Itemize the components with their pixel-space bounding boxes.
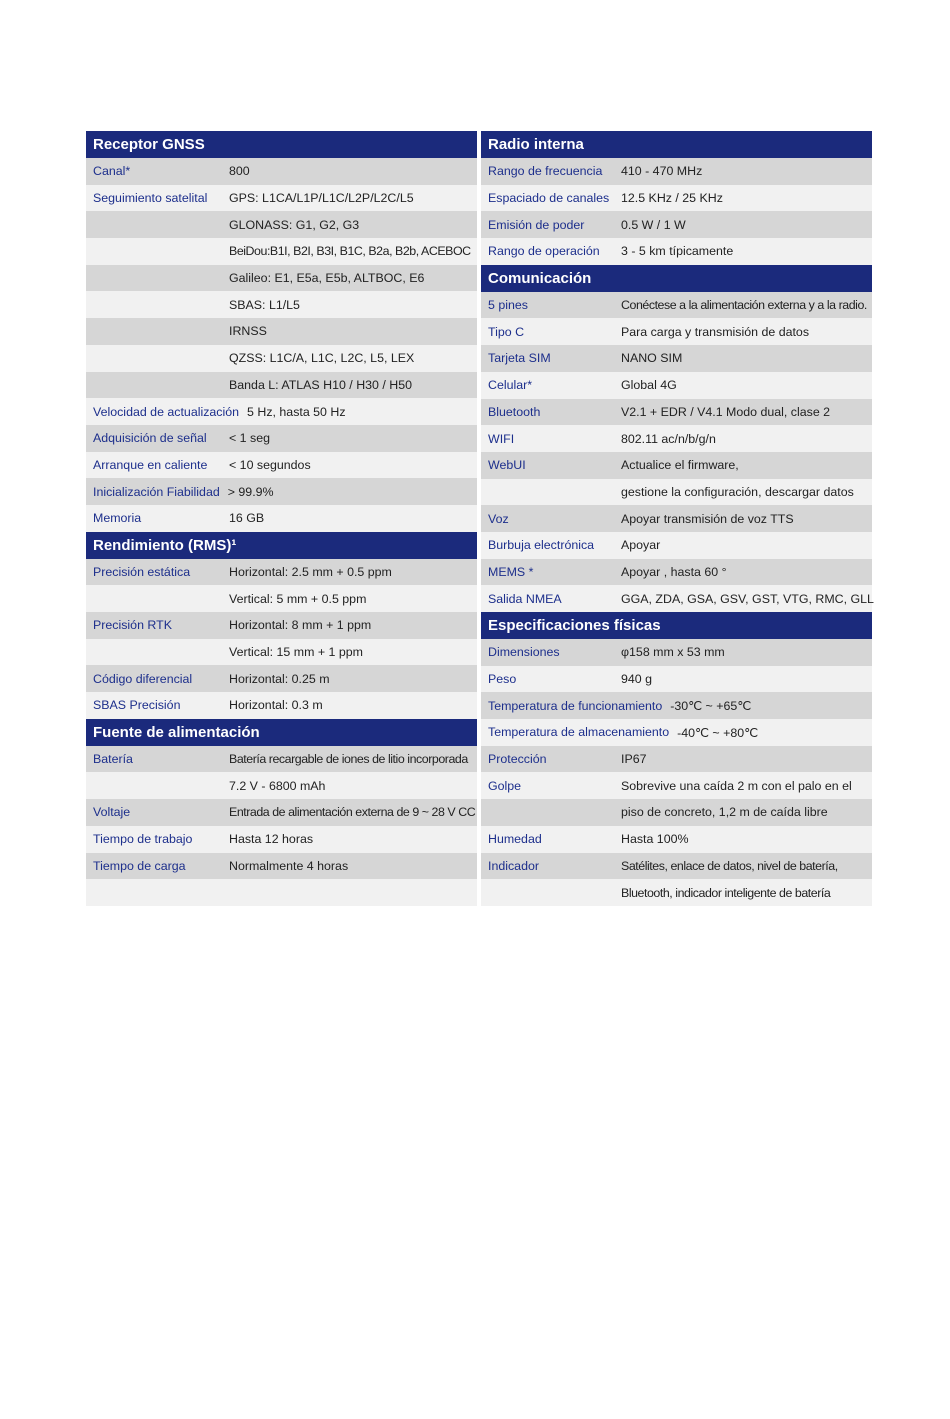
spec-row <box>481 719 872 746</box>
spec-value: Galileo: E1, E5a, E5b, ALTBOC, E6 <box>229 271 425 286</box>
spec-value: piso de concreto, 1,2 m de caída libre <box>621 805 828 820</box>
spec-row <box>481 479 872 506</box>
spec-label: Seguimiento satelital <box>93 191 208 206</box>
spec-value: BeiDou:B1I, B2I, B3I, B1C, B2a, B2b, ACEBOC <box>229 244 471 259</box>
right-spec-column <box>481 131 872 906</box>
section-comunicacion <box>481 265 872 612</box>
spec-label: Adquisición de señal <box>93 431 207 446</box>
spec-value: φ158 mm x 53 mm <box>621 645 725 660</box>
spec-label: MEMS * <box>488 564 534 579</box>
spec-value: 5 Hz, hasta 50 Hz <box>247 404 346 419</box>
spec-value: Horizontal: 8 mm + 1 ppm <box>229 618 372 633</box>
spec-label: Temperatura de almacenamiento <box>488 725 670 740</box>
spec-row <box>86 158 477 185</box>
spec-row <box>86 238 477 265</box>
spec-value: NANO SIM <box>621 351 683 366</box>
spec-row <box>481 826 872 853</box>
spec-label: Protección <box>488 752 547 767</box>
spec-value: 0.5 W / 1 W <box>621 217 686 232</box>
spec-row <box>86 853 477 880</box>
spec-row <box>86 772 477 799</box>
spec-row <box>86 505 477 532</box>
section-title: Fuente de alimentación <box>86 719 477 746</box>
spec-value: Horizontal: 0.25 m <box>229 671 330 686</box>
spec-value: gestione la configuración, descargar datos <box>621 484 854 499</box>
spec-row <box>86 639 477 666</box>
spec-value: -40℃ ~ +80℃ <box>677 725 759 740</box>
spec-label: Espaciado de canales <box>488 191 610 206</box>
spec-row <box>481 585 872 612</box>
spec-label: Emisión de poder <box>488 217 585 232</box>
spec-row <box>481 185 872 212</box>
spec-row <box>481 345 872 372</box>
spec-label: Tarjeta SIM <box>488 351 551 366</box>
spec-value: 800 <box>229 164 250 179</box>
spec-value: SBAS: L1/L5 <box>229 297 300 312</box>
spec-row <box>86 879 477 906</box>
section-title: Radio interna <box>481 131 872 158</box>
spec-row <box>86 612 477 639</box>
spec-value: -30℃ ~ +65℃ <box>670 699 752 714</box>
spec-value: Apoyar <box>621 538 661 553</box>
section-title: Especificaciones físicas <box>481 612 872 639</box>
spec-row <box>86 398 477 425</box>
spec-value: Para carga y transmisión de datos <box>621 324 810 339</box>
spec-label: Memoria <box>93 511 142 526</box>
spec-label: Tipo C <box>488 324 525 339</box>
spec-label: Código diferencial <box>93 671 193 686</box>
spec-row <box>481 505 872 532</box>
spec-row <box>86 265 477 292</box>
spec-row <box>86 478 477 505</box>
spec-row <box>481 853 872 880</box>
spec-label: Tiempo de carga <box>93 858 186 873</box>
spec-row <box>481 532 872 559</box>
spec-row <box>481 639 872 666</box>
spec-row <box>481 692 872 719</box>
spec-label: Rango de operación <box>488 244 600 259</box>
spec-label: Bluetooth <box>488 404 541 419</box>
spec-label: WebUI <box>488 458 526 473</box>
spec-value: Entrada de alimentación externa de 9 ~ 28 V CC <box>229 805 476 820</box>
spec-row <box>86 291 477 318</box>
spec-label: Humedad <box>488 832 542 847</box>
spec-label: Burbuja electrónica <box>488 538 595 553</box>
spec-row <box>481 292 872 319</box>
section-title: Comunicación <box>481 265 872 292</box>
spec-label: Velocidad de actualización <box>93 404 240 419</box>
section-receptor-gnss <box>86 131 477 532</box>
spec-row <box>86 345 477 372</box>
spec-row <box>86 665 477 692</box>
spec-row <box>481 211 872 238</box>
spec-value: Hasta 12 horas <box>229 832 314 847</box>
spec-label: 5 pines <box>488 298 528 313</box>
spec-row <box>86 799 477 826</box>
spec-label: Voltaje <box>93 805 131 820</box>
spec-value: Vertical: 5 mm + 0.5 ppm <box>229 591 367 606</box>
spec-row <box>481 799 872 826</box>
spec-row <box>481 425 872 452</box>
spec-value: Bluetooth, indicador inteligente de batería <box>621 885 831 900</box>
spec-row <box>481 318 872 345</box>
spec-label: Indicador <box>488 858 539 873</box>
spec-value: < 10 segundos <box>229 457 311 472</box>
spec-label: Golpe <box>488 778 522 793</box>
spec-row <box>481 158 872 185</box>
spec-row <box>86 559 477 586</box>
spec-value: Sobrevive una caída 2 m con el palo en el <box>621 778 852 793</box>
spec-value: 16 GB <box>229 511 265 526</box>
spec-value: Batería recargable de iones de litio incorporada <box>229 752 468 767</box>
spec-value: 7.2 V - 6800 mAh <box>229 778 326 793</box>
section-rendimiento-rms <box>86 532 477 719</box>
spec-value: Global 4G <box>621 378 677 393</box>
section-title: Receptor GNSS <box>86 131 477 158</box>
spec-row <box>86 211 477 238</box>
spec-value: GPS: L1CA/L1P/L1C/L2P/L2C/L5 <box>229 191 414 206</box>
spec-row <box>86 425 477 452</box>
spec-row <box>86 318 477 345</box>
spec-value: 3 - 5 km típicamente <box>621 244 734 259</box>
spec-label: Voz <box>488 511 509 526</box>
spec-label: Batería <box>93 752 133 767</box>
spec-row <box>481 559 872 586</box>
spec-value: IP67 <box>621 752 647 767</box>
spec-row <box>86 372 477 399</box>
section-radio-interna <box>481 131 872 265</box>
spec-value: GGA, ZDA, GSA, GSV, GST, VTG, RMC, GLL <box>621 591 874 606</box>
spec-value: 802.11 ac/n/b/g/n <box>621 431 716 446</box>
spec-value: Normalmente 4 horas <box>229 858 349 873</box>
spec-label: Celular* <box>488 378 533 393</box>
spec-row <box>86 746 477 773</box>
left-spec-column <box>86 131 477 906</box>
spec-label: Salida NMEA <box>488 591 562 606</box>
spec-value: V2.1 + EDR / V4.1 Modo dual, clase 2 <box>621 404 831 419</box>
spec-label: Tiempo de trabajo <box>93 832 193 847</box>
spec-row <box>481 452 872 479</box>
spec-value: < 1 seg <box>229 431 270 446</box>
spec-label: Temperatura de funcionamiento <box>488 698 663 713</box>
section-title: Rendimiento (RMS)¹ <box>86 532 477 559</box>
spec-row <box>86 452 477 479</box>
spec-value: Hasta 100% <box>621 832 689 847</box>
spec-value: Apoyar transmisión de voz TTS <box>621 511 794 526</box>
section-especificaciones-fisicas <box>481 612 872 906</box>
spec-row <box>481 746 872 773</box>
spec-label: Inicialización Fiabilidad <box>93 484 220 499</box>
spec-value: Satélites, enlace de datos, nivel de batería, <box>621 858 838 873</box>
spec-value: Conéctese a la alimentación externa y a la radio. <box>621 298 867 313</box>
spec-label: Precisión RTK <box>93 618 172 633</box>
spec-row <box>481 372 872 399</box>
spec-value: Apoyar , hasta 60 ° <box>621 564 727 579</box>
spec-value: Horizontal: 2.5 mm + 0.5 ppm <box>229 564 392 579</box>
spec-value: > 99.9% <box>227 484 274 499</box>
spec-label: Rango de frecuencia <box>488 164 603 179</box>
spec-row <box>86 692 477 719</box>
spec-label: Dimensiones <box>488 645 560 660</box>
spec-row <box>86 585 477 612</box>
spec-value: 410 - 470 MHz <box>621 164 703 179</box>
spec-value: QZSS: L1C/A, L1C, L2C, L5, LEX <box>229 351 415 366</box>
spec-row <box>481 772 872 799</box>
spec-row <box>481 399 872 426</box>
spec-row <box>481 666 872 693</box>
spec-row <box>481 879 872 906</box>
spec-row <box>481 238 872 265</box>
spec-value: GLONASS: G1, G2, G3 <box>229 217 360 232</box>
section-fuente-de-alimentacion <box>86 719 477 906</box>
spec-value: 940 g <box>621 672 653 687</box>
spec-value: 12.5 KHz / 25 KHz <box>621 191 723 206</box>
spec-value: Banda L: ATLAS H10 / H30 / H50 <box>229 377 412 392</box>
spec-label: Arranque en caliente <box>93 457 208 472</box>
spec-value: IRNSS <box>229 324 267 339</box>
spec-label: Precisión estática <box>93 564 191 579</box>
spec-value: Actualice el firmware, <box>621 458 739 473</box>
spec-row <box>86 185 477 212</box>
spec-label: WIFI <box>488 431 515 446</box>
spec-label: Peso <box>488 672 517 687</box>
spec-value: Vertical: 15 mm + 1 ppm <box>229 645 363 660</box>
spec-label: SBAS Precisión <box>93 698 181 713</box>
spec-row <box>86 826 477 853</box>
spec-value: Horizontal: 0.3 m <box>229 698 323 713</box>
spec-label: Canal* <box>93 164 131 179</box>
